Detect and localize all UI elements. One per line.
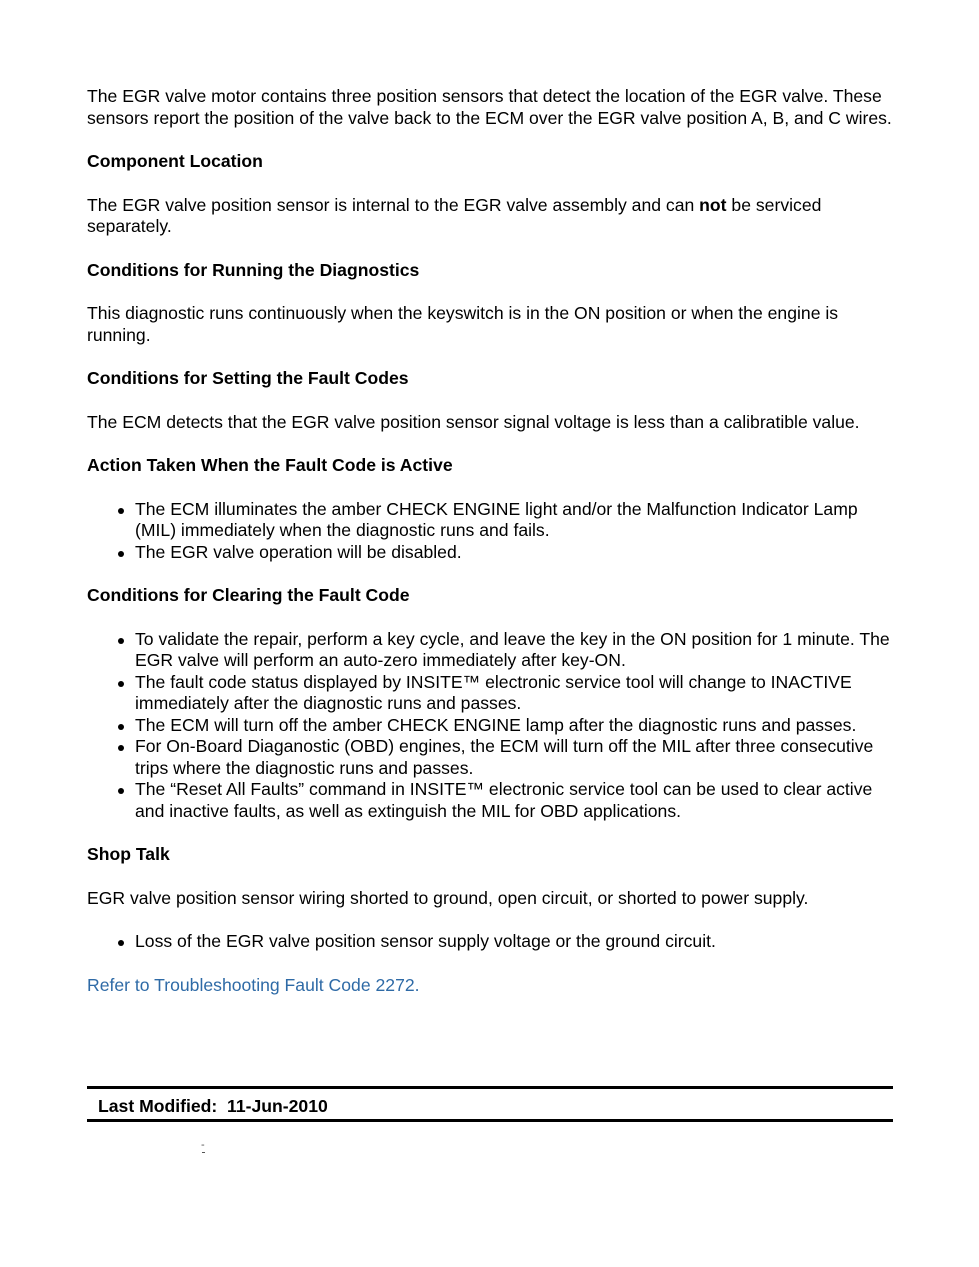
list-item: The fault code status displayed by INSITE™ electronic service tool will change to INACTIVE immediately after the diagnostic runs and passes. [135,672,893,715]
clearing-fault-code-list [87,629,893,823]
component-location-bold-not: not [699,194,727,215]
component-location-paragraph [87,195,893,238]
action-taken-list [87,499,893,564]
document-body [87,86,893,1018]
running-diagnostics-paragraph: This diagnostic runs continuously when the keyswitch is in the ON position or when the engine is running. [87,303,839,345]
clearing-fault-code-heading: Conditions for Clearing the Fault Code [87,585,410,605]
stray-dash-mark [201,1139,205,1153]
last-modified-footer [87,1086,893,1122]
component-location-heading: Component Location [87,151,263,171]
running-diagnostics-heading: Conditions for Running the Diagnostics [87,259,420,280]
shop-talk-heading: Shop Talk [87,844,170,864]
last-modified-date: 11-Jun-2010 [227,1096,328,1116]
list-item: For On-Board Diaganostic (OBD) engines, the ECM will turn off the MIL after three consecutive trips where the diagnostic runs and passes. [135,736,893,779]
list-item: To validate the repair, perform a key cycle, and leave the key in the ON position for 1 minute. The EGR valve will perform an auto-zero immediately after key-ON. [135,629,893,672]
action-taken-heading: Action Taken When the Fault Code is Active [87,455,453,475]
shop-talk-list [87,931,893,953]
last-modified-text [98,1096,328,1118]
component-location-text-after: be serviced separately. [87,194,822,236]
intro-paragraph: The EGR valve motor contains three position sensors that detect the location of the EGR valve. These sensors report the position of the valve back to the ECM over the EGR valve position A, B, and C wires. [87,86,892,128]
list-item: The EGR valve operation will be disabled. [135,542,893,564]
stray-dash-text: - [201,1139,205,1151]
list-item: The ECM will turn off the amber CHECK ENGINE lamp after the diagnostic runs and passes. [135,715,893,737]
list-item: Loss of the EGR valve position sensor supply voltage or the ground circuit. [135,931,893,953]
troubleshooting-fault-code-link[interactable]: Refer to Troubleshooting Fault Code 2272. [87,974,420,995]
component-location-text-before: The EGR valve position sensor is internal to the EGR valve assembly and can [87,194,700,215]
list-item: The “Reset All Faults” command in INSITE™ electronic service tool can be used to clear active and inactive faults, as well as extinguish the MIL for OBD applications. [135,779,893,822]
setting-fault-codes-heading: Conditions for Setting the Fault Codes [87,368,409,388]
shop-talk-paragraph: EGR valve position sensor wiring shorted to ground, open circuit, or shorted to power supply. [87,887,809,908]
last-modified-label: Last Modified: [98,1096,218,1116]
list-item: The ECM illuminates the amber CHECK ENGINE light and/or the Malfunction Indicator Lamp (MIL) immediately when the diagnostic runs and fails. [135,499,893,542]
setting-fault-codes-paragraph: The ECM detects that the EGR valve position sensor signal voltage is less than a calibratible value. [87,411,860,432]
